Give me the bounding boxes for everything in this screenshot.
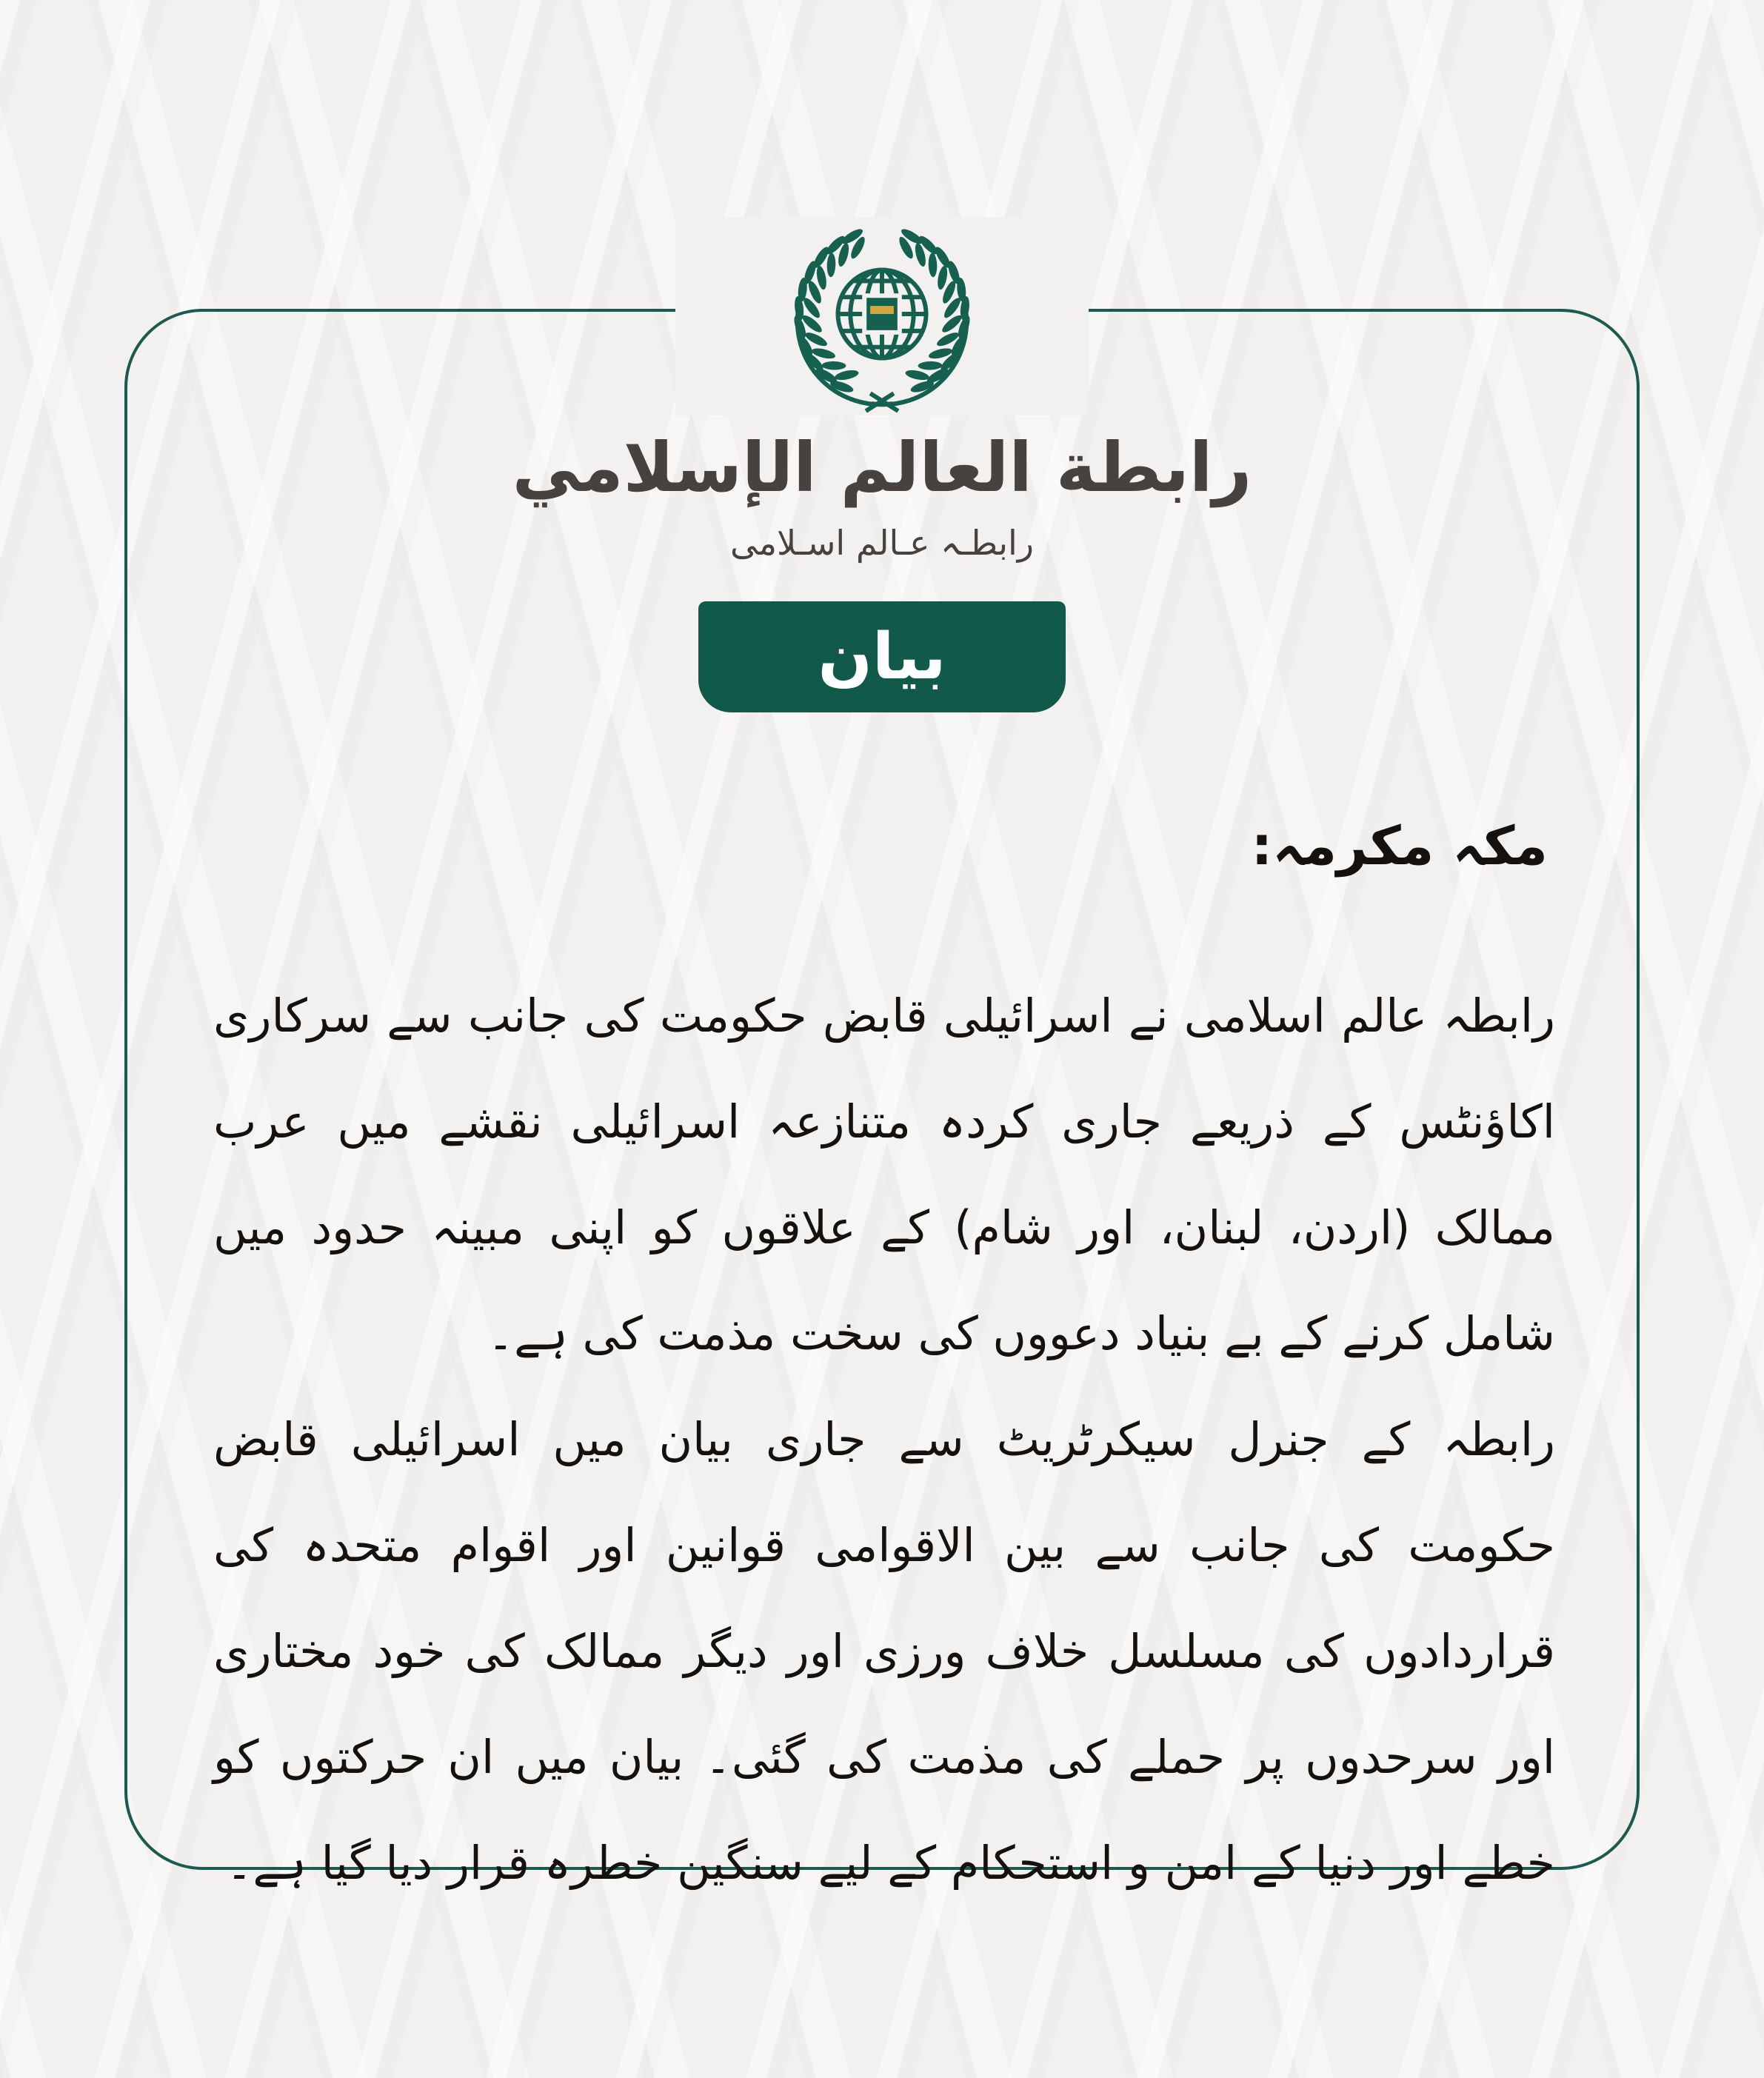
banner-label: بیان xyxy=(818,620,946,694)
mwl-wreath-globe-logo-icon xyxy=(786,217,978,415)
calligraphy-title: رابطة العالم الإسلامي xyxy=(512,428,1252,507)
organization-subtitle: رابطـہ عـالم اسـلامی xyxy=(729,523,1034,563)
statement-banner xyxy=(698,601,1066,712)
statement-paragraph: رابطہ عالم اسلامی نے اسرائیلی قابض حکومت کی جانب سے سرکاری اکاؤنٹس کے ذریعے جاری کردہ متنازعہ اسرائیلی نقشے میں عرب ممالک (اردن، لبنان، اور شام) کے علاقوں کو اپنی مبینہ حدود میں شامل کرنے کے بے بنیاد دعووں کی سخت مذمت کی ہے۔ xyxy=(213,989,1555,1360)
statement-body xyxy=(213,963,1555,1916)
logo-container xyxy=(675,217,1089,415)
statement-paragraph: رابطہ کے جنرل سیکرٹریٹ سے جاری بیان میں اسرائیلی قابض حکومت کی جانب سے بین الاقوامی قوانین اور اقوام متحدہ کی قراردادوں کی مسلسل خلاف ورزی اور دیگر ممالک کی خود مختاری اور سرحدوں پر حملے کی مذمت کی گئی۔ بیان میں ان حرکتوں کو خطے اور دنیا کے امن و استحکام کے لیے سنگین خطرہ قرار دیا گیا ہے۔ xyxy=(213,1412,1555,1890)
dateline: مکہ مکرمہ: xyxy=(1251,815,1548,877)
